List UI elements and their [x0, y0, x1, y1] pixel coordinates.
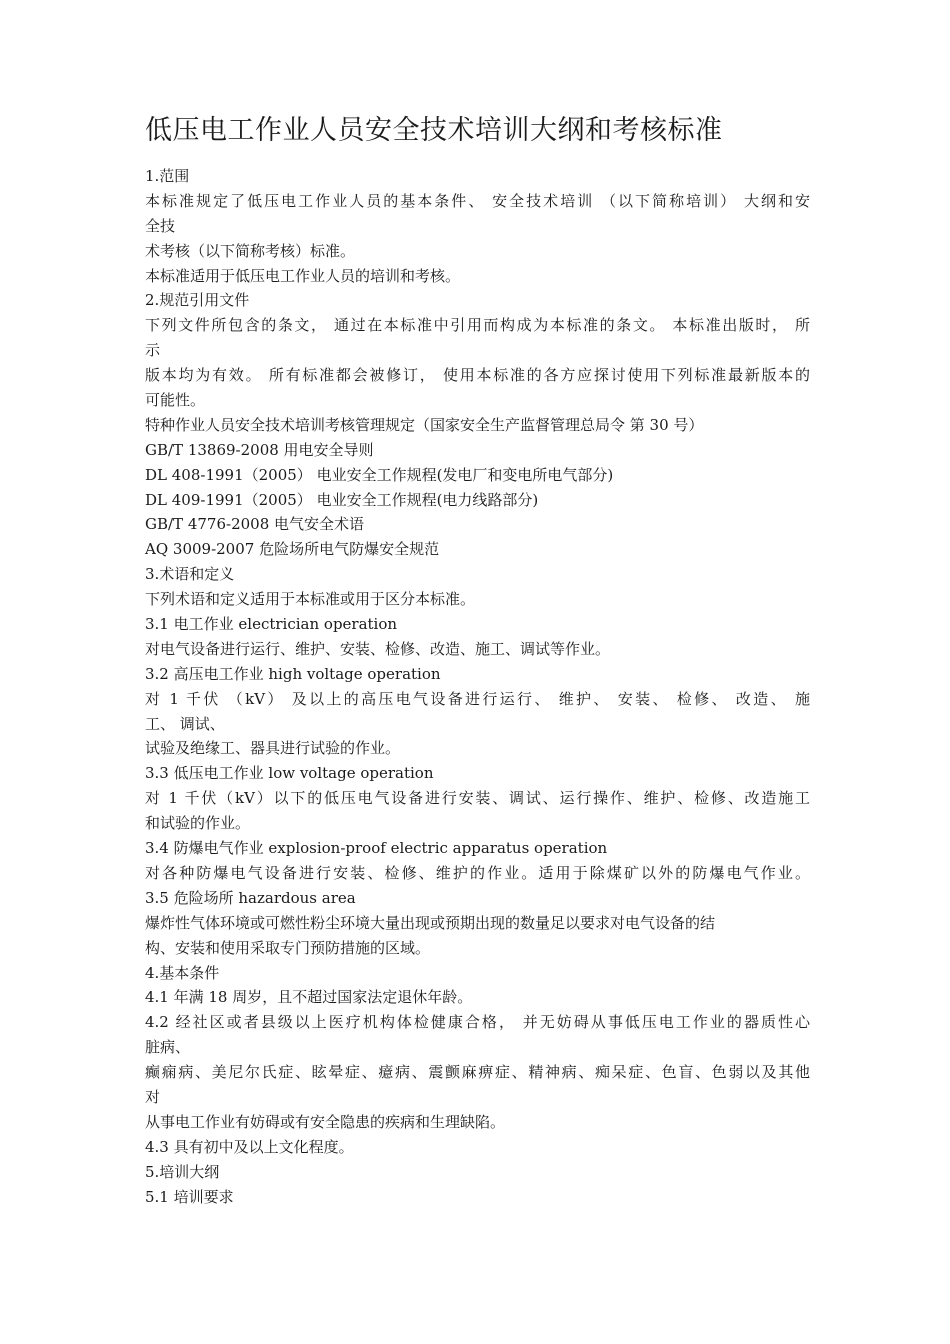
text-line: 工、 调试、 [145, 714, 225, 733]
text-line: 4.3 具有初中及以上文化程度。 [145, 1137, 354, 1156]
text-line: 4.1 年满 18 周岁，且不超过国家法定退休年龄。 [145, 988, 473, 1007]
text-line: 4.基本条件 [145, 963, 220, 982]
text-line: 3.术语和定义 [145, 565, 235, 584]
text-line: 本标准适用于低压电工作业人员的培训和考核。 [145, 266, 461, 285]
text-line: 5.培训大纲 [145, 1162, 220, 1181]
text-line: 对 [145, 1087, 161, 1106]
text-line: 和试验的作业。 [145, 814, 251, 833]
text-line: 爆炸性气体环境或可燃性粉尘环境大量出现或预期出现的数量足以要求对电气设备的结 [145, 913, 716, 932]
text-line: 对 1 千伏（kV）以下的低压电气设备进行安装、调试、运行操作、维护、检修、改造施工 [145, 789, 810, 808]
text-line: 脏病、 [145, 1038, 191, 1057]
text-line: 示 [145, 341, 161, 360]
text-line: 对各种防爆电气设备进行安装、检修、维护的作业。适用于除煤矿以外的防爆电气作业。 [145, 863, 810, 882]
text-line: 全技 [145, 216, 176, 235]
text-line: 从事电工作业有妨碍或有安全隐患的疾病和生理缺陷。 [145, 1112, 506, 1131]
text-line: 本标准规定了低压电工作业人员的基本条件、 安全技术培训 （以下简称培训） 大纲和安 [145, 191, 810, 210]
text-line: 构、安装和使用采取专门预防措施的区域。 [145, 938, 431, 957]
text-line: 癫痫病、美尼尔氏症、眩晕症、癔病、震颤麻痹症、精神病、痴呆症、色盲、色弱以及其他 [145, 1063, 810, 1082]
document-page [145, 112, 810, 1209]
document-body [145, 164, 810, 1209]
text-line: 对电气设备进行运行、维护、安装、检修、改造、施工、调试等作业。 [145, 639, 611, 658]
text-line: 下列文件所包含的条文， 通过在本标准中引用而构成为本标准的条文。 本标准出版时， 所 [145, 316, 810, 335]
document-title: 低压电工作业人员安全技术培训大纲和考核标准 [145, 115, 723, 146]
text-line: 5.1 培训要求 [145, 1187, 234, 1206]
text-line: DL 408-1991（2005） 电业安全工作规程(发电厂和变电所电气部分) [145, 465, 614, 484]
text-line: 对 1 千伏 （kV） 及以上的高压电气设备进行运行、 维护、 安装、 检修、 改造、 施 [145, 689, 810, 708]
text-line: AQ 3009-2007 危险场所电气防爆安全规范 [145, 540, 440, 559]
text-line: 4.2 经社区或者县级以上医疗机构体检健康合格， 并无妨碍从事低压电工作业的器质性心 [145, 1013, 810, 1032]
text-line: 版本均为有效。 所有标准都会被修订， 使用本标准的各方应探讨使用下列标准最新版本的 [145, 366, 810, 385]
text-line: 3.4 防爆电气作业 explosion-proof electric apparatus operation [145, 839, 608, 858]
text-line: 3.3 低压电工作业 low voltage operation [145, 764, 434, 783]
text-line: GB/T 4776-2008 电气安全术语 [145, 515, 365, 534]
text-line: 特种作业人员安全技术培训考核管理规定（国家安全生产监督管理总局令 第 30 号） [145, 415, 704, 434]
text-line: 下列术语和定义适用于本标准或用于区分本标准。 [145, 590, 476, 609]
text-line: 试验及绝缘工、器具进行试验的作业。 [145, 739, 401, 758]
text-line: GB/T 13869-2008 用电安全导则 [145, 440, 374, 459]
text-line: 术考核（以下简称考核）标准。 [145, 241, 356, 260]
text-line: 3.2 高压电工作业 high voltage operation [145, 664, 441, 683]
text-line: 1.范围 [145, 167, 190, 185]
text-line: 2.规范引用文件 [145, 291, 250, 310]
text-line: 3.5 危险场所 hazardous area [145, 888, 356, 907]
text-line: DL 409-1991（2005） 电业安全工作规程(电力线路部分) [145, 490, 539, 509]
text-line: 可能性。 [145, 391, 206, 410]
text-line: 3.1 电工作业 electrician operation [145, 615, 398, 634]
